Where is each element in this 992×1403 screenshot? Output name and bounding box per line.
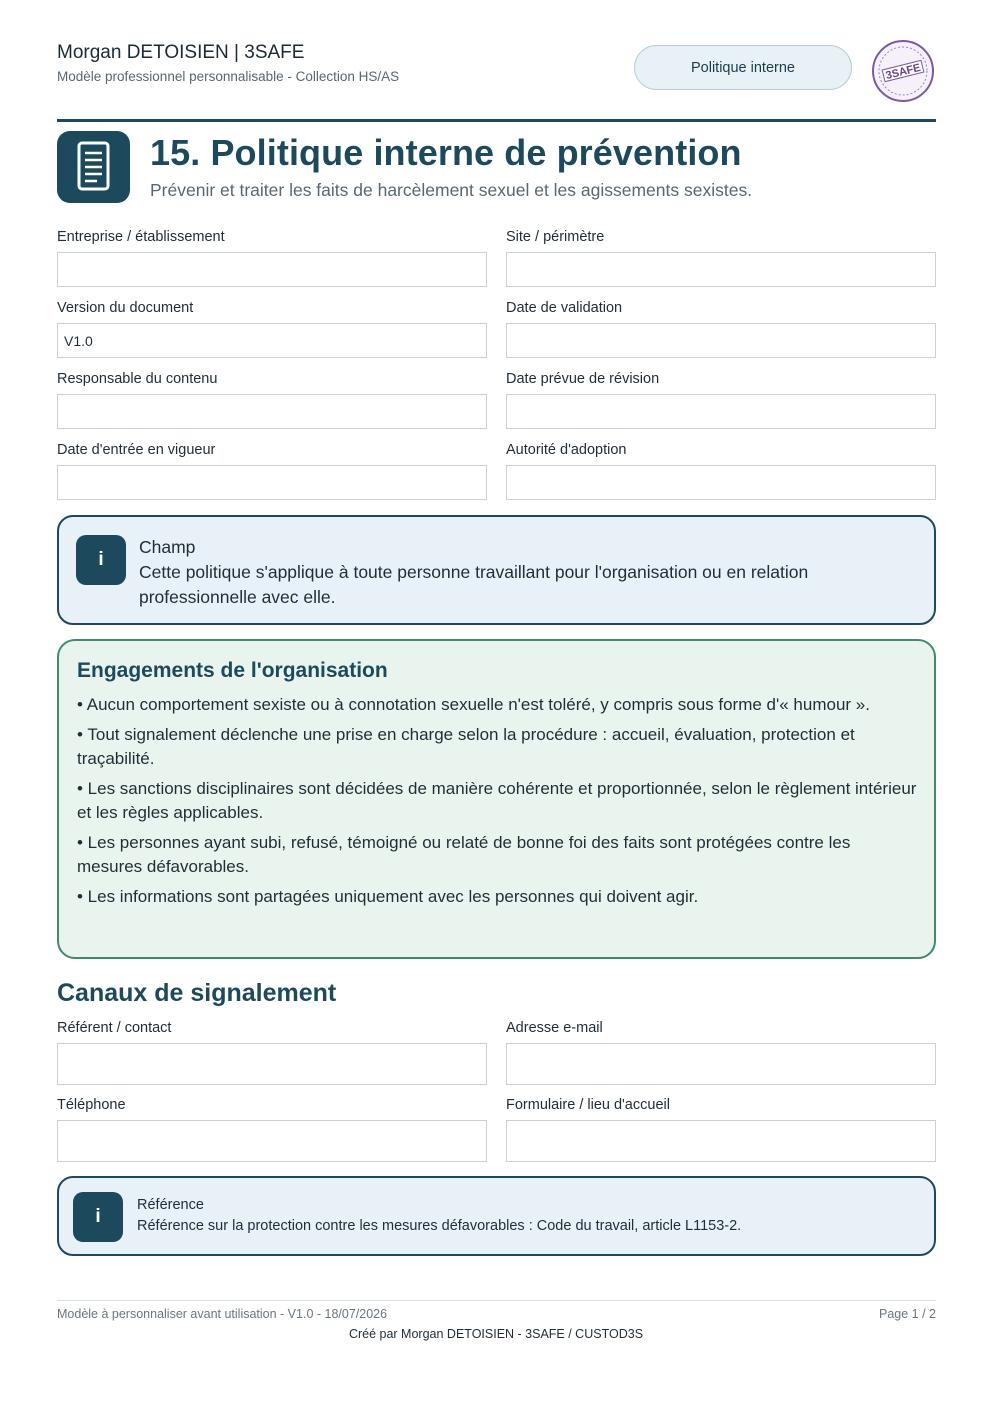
entreprise-field[interactable] [57,252,487,287]
telephone-field[interactable] [57,1120,487,1162]
field-label-site: Site / périmètre [506,229,605,245]
header-section-pill [634,45,852,90]
footer-divider [57,1300,936,1301]
field-label-formulaire: Formulaire / lieu d'accueil [506,1097,670,1113]
reference-text: Référence sur la protection contre les mesures défavorables : Code du travail, article L1153-2. [137,1218,742,1234]
scope-info-box [57,515,936,625]
header-divider [57,119,936,122]
date-validation-field[interactable] [506,323,936,358]
engagements-title: Engagements de l'organisation [77,659,388,682]
engagements-box [57,639,936,959]
field-label-entreprise: Entreprise / établissement [57,229,225,245]
list-item: • Tout signalement déclenche une prise en charge selon la procédure : accueil, évaluation, protection et traçabilité. [77,724,855,768]
autorite-field[interactable] [506,465,936,500]
email-field[interactable] [506,1043,936,1085]
header-pill-label: Politique interne [691,59,795,76]
scope-title: Champ [139,537,196,557]
reference-info-box [57,1176,936,1256]
date-vigueur-field[interactable] [57,465,487,500]
field-label-referent: Référent / contact [57,1020,172,1036]
info-icon: i [73,1192,123,1242]
list-item: • Les personnes ayant subi, refusé, témoigné ou relaté de bonne foi des faits sont protégées contre les mesures défavorables. [77,832,851,876]
formulaire-field[interactable] [506,1120,936,1162]
info-icon: i [76,535,126,585]
field-label-date-validation: Date de validation [506,300,623,316]
reporting-section-title: Canaux de signalement [57,979,337,1007]
field-label-telephone: Téléphone [57,1097,126,1113]
document-icon [57,131,130,203]
field-label-email: Adresse e-mail [506,1020,603,1036]
list-item: • Les informations sont partagées uniquement avec les personnes qui doivent agir. [77,886,699,906]
footer-left: Modèle à personnaliser avant utilisation - V1.0 - 18/07/2026 [57,1307,388,1321]
responsable-field[interactable] [57,394,487,429]
date-revision-field[interactable] [506,394,936,429]
field-label-version: Version du document [57,300,194,316]
scope-text: Cette politique s'applique à toute personne travaillant pour l'organisation ou en relation professionnelle avec elle. [139,562,809,607]
reference-title: Référence [137,1197,204,1213]
page-subtitle: Prévenir et traiter les faits de harcèlement sexuel et les agissements sexistes. [150,180,753,200]
header-author: Morgan DETOISIEN | 3SAFE [57,42,305,63]
field-label-date-revision: Date prévue de révision [506,371,660,387]
list-item: • Aucun comportement sexiste ou à connotation sexuelle n'est toléré, y compris sous forme d'« humour ». [77,695,870,714]
page-number: Page 1 / 2 [879,1307,936,1321]
engagements-list [77,693,917,914]
seal-logo-icon [869,38,937,104]
referent-field[interactable] [57,1043,487,1085]
header-subtitle: Modèle professionnel personnalisable - Collection HS/AS [57,69,400,84]
field-label-date-vigueur: Date d'entrée en vigueur [57,442,216,458]
version-field[interactable] [57,323,487,358]
footer-credit: Créé par Morgan DETOISIEN - 3SAFE / CUSTOD3S [348,1327,644,1341]
field-label-autorite: Autorité d'adoption [506,442,627,458]
page-title: 15. Politique interne de prévention [150,132,742,173]
site-field[interactable] [506,252,936,287]
field-label-responsable: Responsable du contenu [57,371,218,387]
seal-text: 3SAFE [884,61,922,83]
list-item: • Les sanctions disciplinaires sont décidées de manière cohérente et proportionnée, selon le règlement intérieur et les règles applicables. [77,778,917,822]
